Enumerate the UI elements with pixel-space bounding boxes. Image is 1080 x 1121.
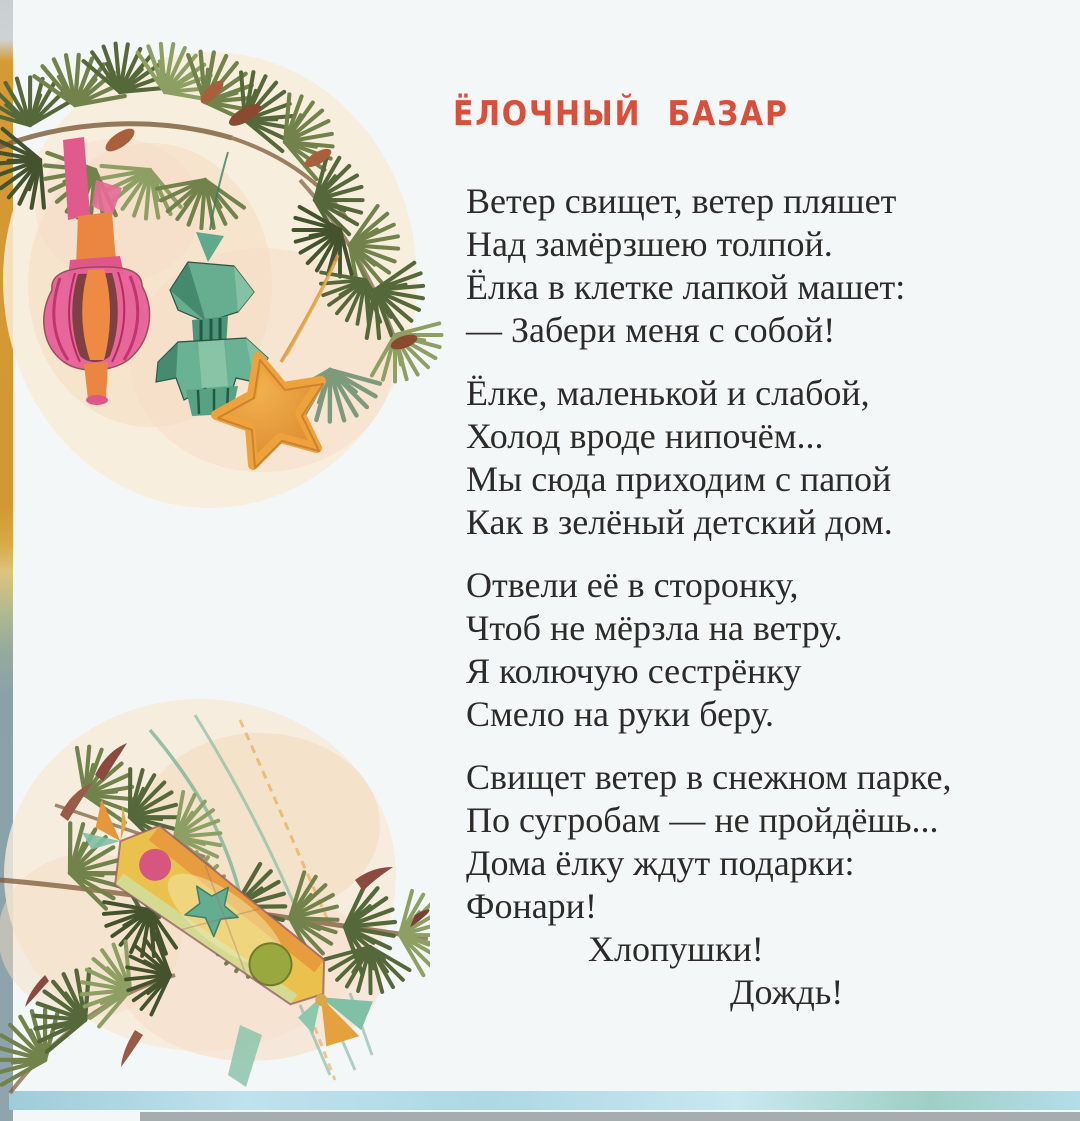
poem-line: Дома ёлку ждут подарки: (466, 843, 855, 883)
illustration-fir-branch-ornaments (0, 30, 450, 510)
poem-line: Ветер свищет, ветер пляшет (466, 181, 897, 221)
poem-line: Чтоб не мёрзла на ветру. (466, 608, 843, 648)
poem-line: Как в зелёный детский дом. (466, 502, 893, 542)
poem-line: Я колючую сестрёнку (466, 651, 802, 691)
poem-line: Хлопушки! (588, 929, 764, 969)
poem-text (466, 180, 951, 1034)
poem-line: Смело на руки беру. (466, 694, 775, 734)
poem-line: Холод вроде нипочём... (466, 416, 824, 456)
poem-line: Ёлке, маленькой и слабой, (466, 373, 870, 413)
stanza-4 (466, 756, 951, 1014)
stanza-3 (466, 564, 951, 736)
poem-line: Отвели её в сторонку, (466, 565, 799, 605)
poem-line: Мы сюда приходим с папой (466, 459, 892, 499)
stanza-2 (466, 372, 951, 544)
scan-shadow-bottom (140, 1112, 1080, 1121)
poem-line: Над замёрзшею толпой. (466, 224, 833, 264)
poem-line: Фонари! (466, 886, 597, 926)
poem-line: По сугробам — не пройдёшь... (466, 800, 939, 840)
poem-line: — Забери меня с собой! (466, 310, 836, 350)
poem-line: Дождь! (730, 972, 844, 1012)
stanza-1 (466, 180, 951, 352)
illustration-fir-branch-cracker (0, 675, 430, 1095)
poem-line: Ёлка в клетке лапкой машет: (466, 267, 906, 307)
poem-title: ЁЛОЧНЫЙ БАЗАР (453, 94, 789, 134)
poem-line: Свищет ветер в снежном парке, (466, 757, 952, 797)
